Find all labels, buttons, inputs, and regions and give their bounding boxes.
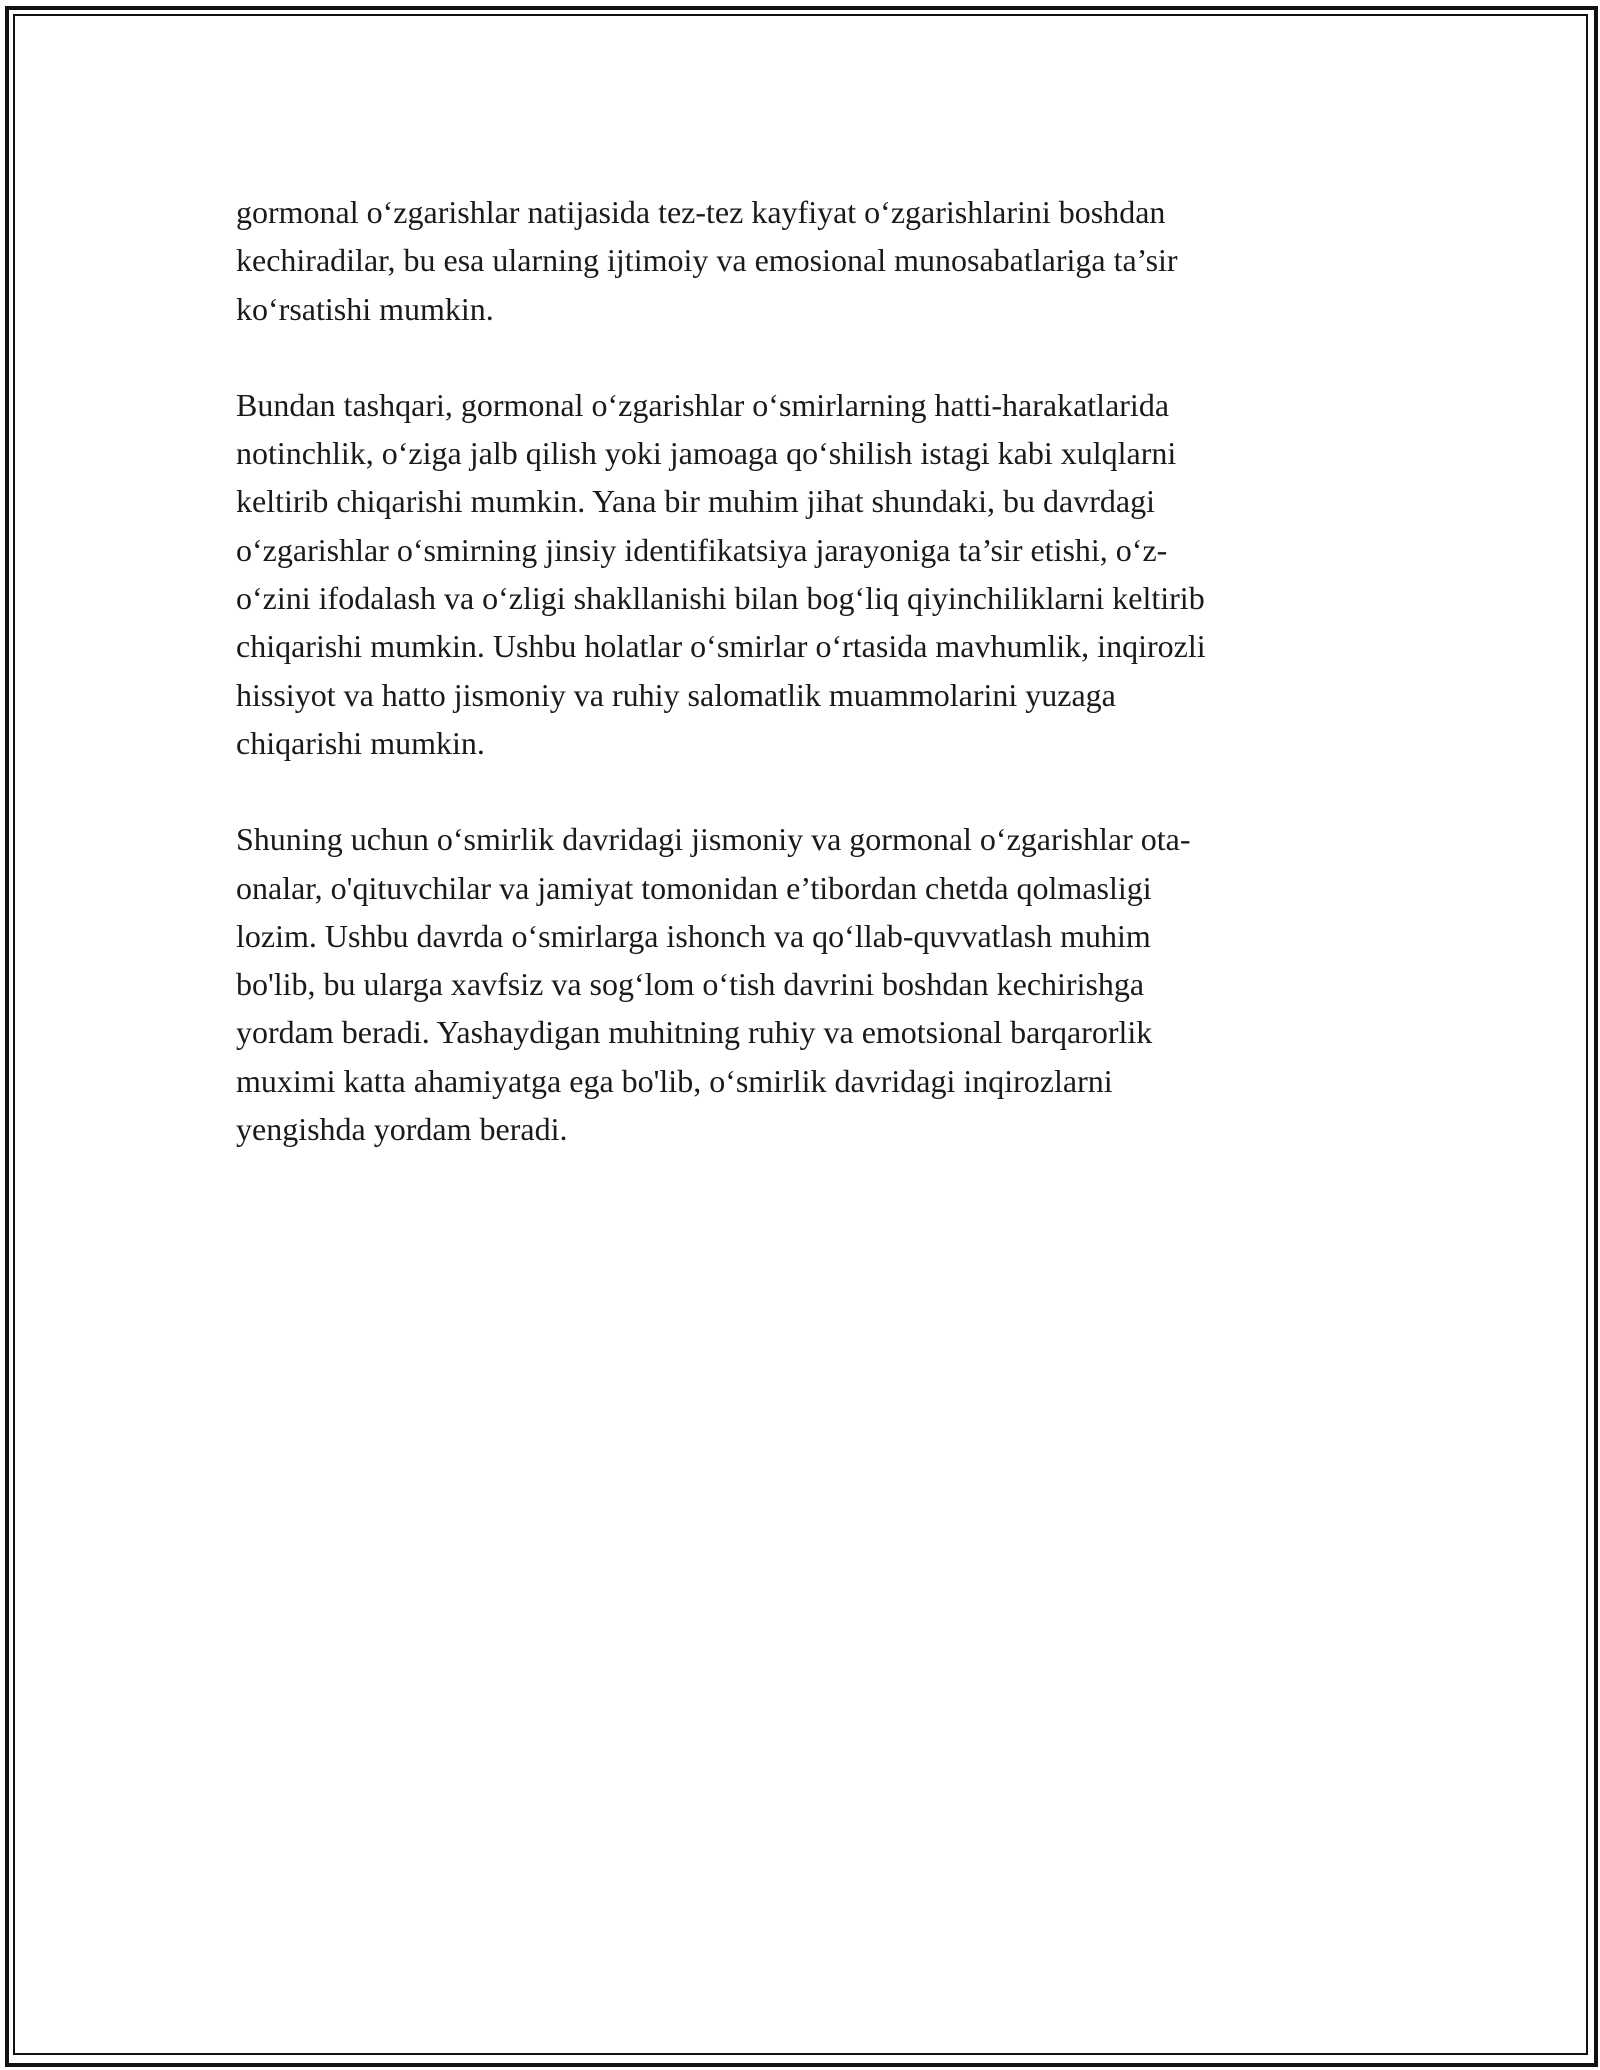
paragraph-1 — [236, 188, 1376, 333]
text-line: gormonal o‘zgarishlar natijasida tez-tez kayfiyat o‘zgarishlarini boshdan — [236, 194, 1166, 230]
text-line: o‘zini ifodalash va o‘zligi shakllanishi bilan bog‘liq qiyinchiliklarni keltirib — [236, 580, 1205, 617]
text-line: bo'lib, bu ularga xavfsiz va sog‘lom o‘tish davrini boshdan kechirishga — [236, 966, 1145, 1003]
text-line: muximi katta ahamiyatga ega bo'lib, o‘smirlik davridagi inqirozlarni — [236, 1062, 1113, 1099]
text-line: Bundan tashqari, gormonal o‘zgarishlar o‘smirlarning hatti-harakatlarida — [236, 386, 1170, 423]
text-line: notinchlik, o‘ziga jalb qilish yoki jamoaga qo‘shilish istagi kabi xulqlarni — [236, 435, 1177, 472]
paragraph-3 — [236, 815, 1376, 1153]
document-body — [236, 188, 1376, 1201]
text-line: kechiradilar, bu esa ularning ijtimoiy va emosional munosabatlariga ta’sir — [236, 242, 1178, 279]
text-line: Shuning uchun o‘smirlik davridagi jismoniy va gormonal o‘zgarishlar ota- — [236, 821, 1191, 858]
text-line: keltirib chiqarishi mumkin. Yana bir muhim jihat shundaki, bu davrdagi — [236, 483, 1155, 520]
text-line: chiqarishi mumkin. — [236, 724, 485, 761]
text-line: ko‘rsatishi mumkin. — [236, 290, 494, 327]
text-line: yordam beradi. Yashaydigan muhitning ruhiy va emotsional barqarorlik — [236, 1014, 1153, 1051]
text-line: onalar, o'qituvchilar va jamiyat tomonidan e’tibordan chetda qolmasligi — [236, 869, 1152, 906]
text-line: lozim. Ushbu davrda o‘smirlarga ishonch va qo‘llab-quvvatlash muhim — [236, 917, 1151, 954]
text-line: hissiyot va hatto jismoniy va ruhiy salomatlik muammolarini yuzaga — [236, 676, 1116, 713]
text-line: chiqarishi mumkin. Ushbu holatlar o‘smirlar o‘rtasida mavhumlik, inqirozli — [236, 628, 1206, 665]
text-line: yengishda yordam beradi. — [236, 1111, 568, 1148]
paragraph-2 — [236, 381, 1376, 767]
text-line: o‘zgarishlar o‘smirning jinsiy identifikatsiya jarayoniga ta’sir etishi, o‘z- — [236, 531, 1168, 568]
